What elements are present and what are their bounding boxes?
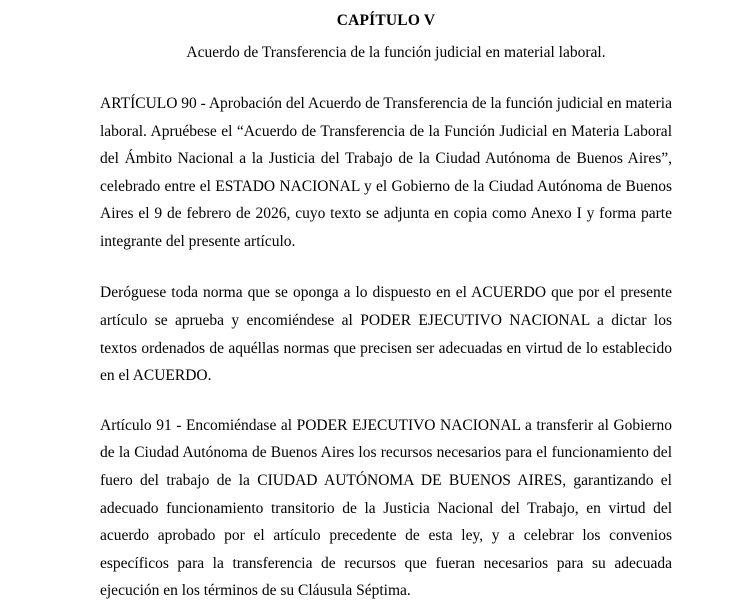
chapter-heading: CAPÍTULO V (336, 12, 436, 29)
chapter-subtitle: Acuerdo de Transferencia de la función judicial en material laboral. (186, 44, 606, 61)
spacer-between-paragraphs-2 (100, 390, 672, 412)
article-91-paragraph: Artículo 91 - Encomiéndase al PODER EJECUTIVO NACIONAL a transferir al Gobierno de la Ciudad Autónoma de Buenos Aires los recursos necesarios para el funcionamiento del fuero del trabajo de la CIUDAD AUTÓNOMA DE BUENOS AIRES, garantizando el adecuado funcionamiento transitorio de la Justicia Nacional del Trabajo, en virtud del acuerdo aprobado por el artículo precedente de esta ley, y a celebrar los convenios específicos para la transferencia de recursos que fueran necesarios para su adecuada ejecución en los términos de su Cláusula Séptima. (100, 416, 672, 600)
derogation-paragraph: Deróguese toda norma que se oponga a lo dispuesto en el ACUERDO que por el presente artículo se aprueba y encomiéndese al PODER EJECUTIVO NACIONAL a dictar los textos ordenados de aquéllas normas que precisen ser adecuadas en virtud de lo establecido en el ACUERDO. (100, 284, 672, 385)
spacer-after-subtitle (100, 62, 672, 90)
spacer-between-paragraphs-1 (100, 255, 672, 279)
article-90-paragraph: ARTÍCULO 90 - Aprobación del Acuerdo de Transferencia de la función judicial en materia laboral. Apruébese el “Acuerdo de Transferencia de la Función Judicial en Materia Laboral del Ámbito Nacional a la Justicia del Trabajo de la Ciudad Autónoma de Buenos Aires”, celebrado entre el ESTADO NACIONAL y el Gobierno de la Ciudad Autónoma de Buenos Aires el 9 de febrero de 2026, cuyo texto se adjunta en copia como Anexo I y forma parte integrante del presente artículo. (100, 95, 672, 250)
